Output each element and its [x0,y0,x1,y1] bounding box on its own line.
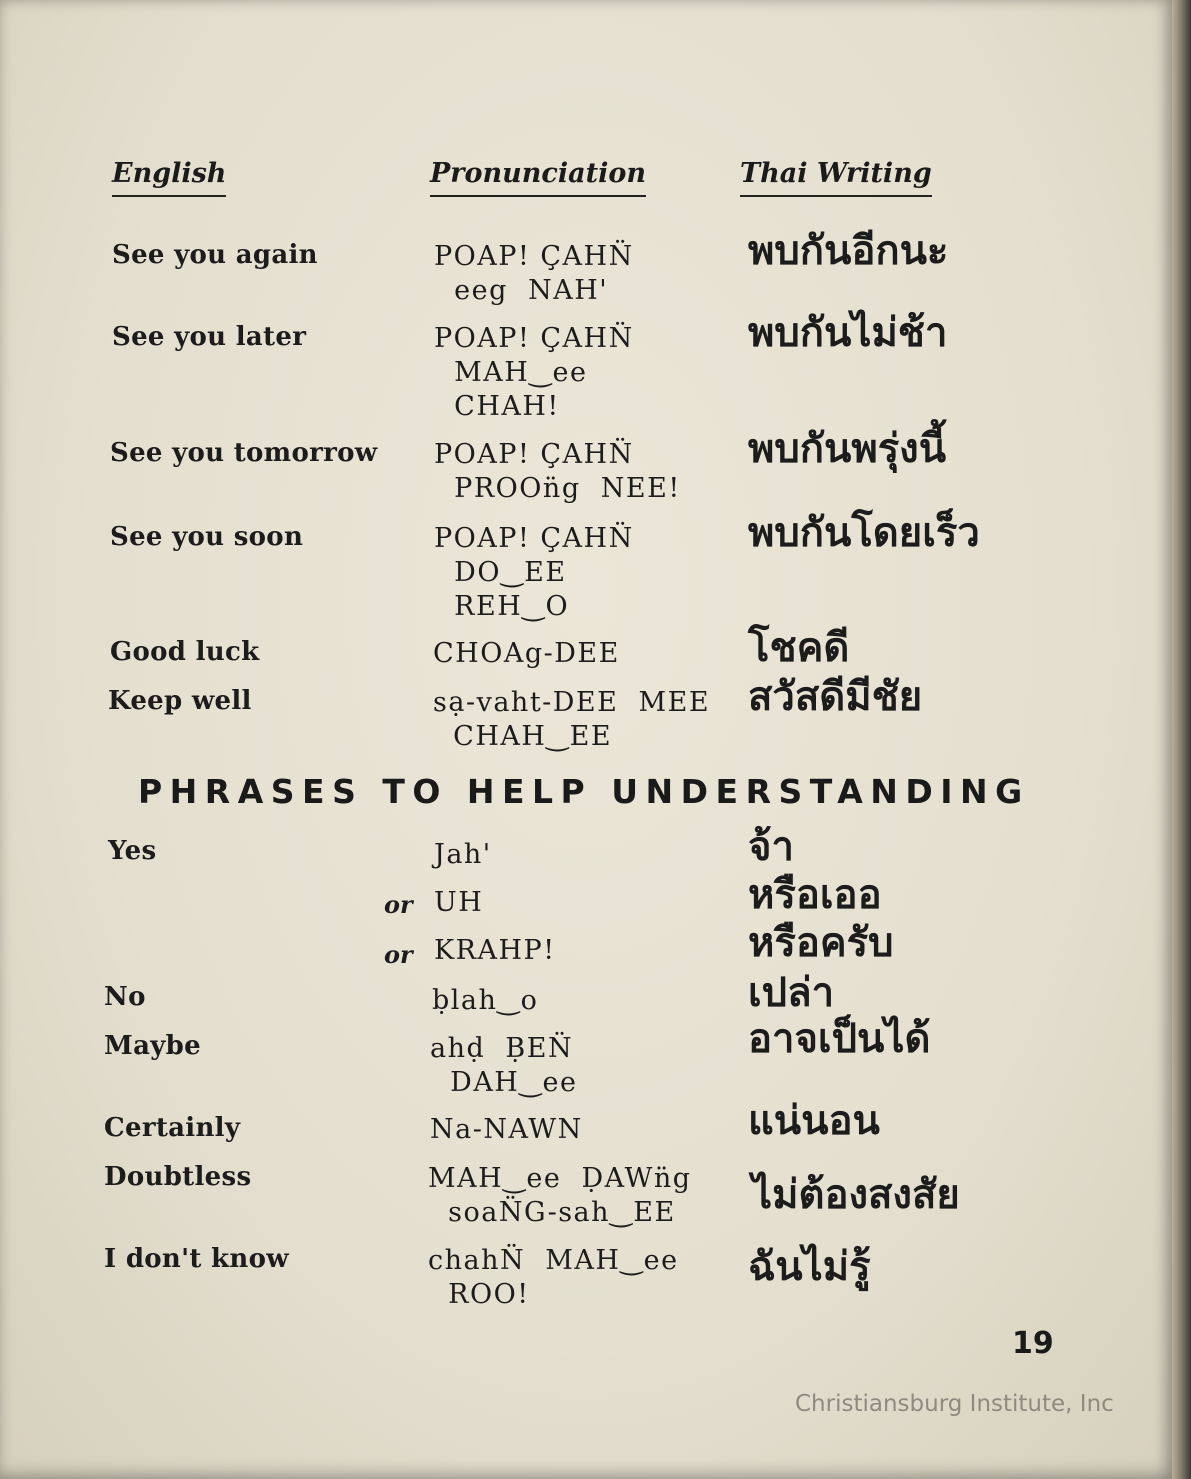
english-phrase: Good luck [110,637,260,667]
english-phrase: I don't know [104,1244,289,1274]
english-phrase: Keep well [108,686,252,716]
english-phrase: Certainly [104,1113,241,1143]
column-header-english: English [112,158,226,197]
thai-writing: แน่นอน [748,1098,880,1144]
thai-writing: ฉันไม่รู้ [748,1244,871,1290]
thai-writing: อาจเป็นได้ [748,1016,931,1062]
english-phrase: See you again [112,240,318,270]
pronunciation-text: ahḍ ḄEN̈ DAH‿ee [430,1033,578,1098]
column-header-pronunciation: Pronunciation [430,158,646,197]
or-conjunction: or [384,890,413,919]
pronunciation-text: UH [434,887,484,918]
pronunciation-text: CHOAg-DEE [433,638,620,669]
english-phrase: See you later [112,322,307,352]
thai-writing: พบกันอีกนะ [748,228,949,274]
english-phrase: Yes [108,836,157,866]
pronunciation-text: chahN̈ MAH‿ee ROO! [428,1245,679,1310]
or-conjunction: or [384,940,413,969]
english-phrase: Doubtless [104,1162,252,1192]
pronunciation-text: Na-NAWN [430,1114,583,1145]
thai-writing: ไม่ต้องสงสัย [752,1172,960,1218]
pronunciation-text: POAP! ÇAHN̈ DO‿EE REH‿O [434,523,634,622]
thai-writing: พบกันโดยเร็ว [748,510,980,556]
page-number: 19 [1012,1326,1054,1361]
thai-writing: โชคดี [748,625,850,671]
book-edge [1172,0,1191,1479]
pronunciation-text: POAP! ÇAHN̈ eeg NAH' [434,241,634,306]
pronunciation-text: POAP! ÇAHN̈ PROOn̈g NEE! [434,439,681,504]
english-phrase: See you soon [110,522,304,552]
thai-writing: สวัสดีมีชัย [748,674,923,720]
english-phrase: See you tomorrow [110,438,378,468]
column-header-thai: Thai Writing [740,158,932,197]
thai-writing: จ้า [748,824,794,870]
thai-writing: หรือเออ [748,872,882,918]
watermark: Christiansburg Institute, Inc [795,1391,1114,1417]
english-phrase: No [104,982,146,1012]
section-heading: PHRASES TO HELP UNDERSTANDING [138,772,1030,811]
pronunciation-text: Jah' [434,839,492,870]
thai-writing: พบกันไม่ช้า [748,310,948,356]
thai-writing: เปล่า [748,970,835,1016]
pronunciation-text: POAP! ÇAHN̈ MAH‿ee CHAH! [434,323,634,422]
pronunciation-text: MAH‿ee ḌAWn̈g soaN̈G-sah‿EE [428,1163,692,1228]
pronunciation-text: sạ-vaht-DEE MEE CHAH‿EE [433,687,711,752]
thai-writing: หรือครับ [748,920,894,966]
pronunciation-text: KRAHP! [434,935,556,966]
english-phrase: Maybe [104,1031,201,1061]
pronunciation-text: ḅlah‿o [432,985,539,1016]
thai-writing: พบกันพรุ่งนี้ [748,426,947,472]
